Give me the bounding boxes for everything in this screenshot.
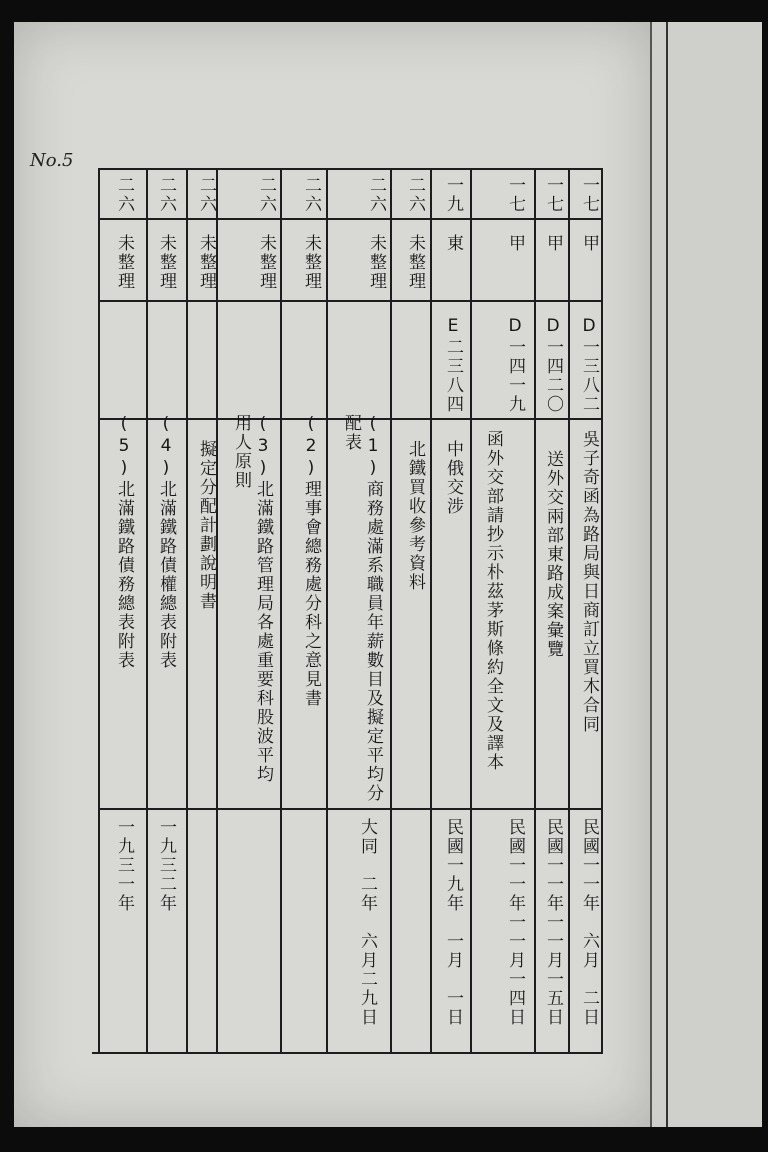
category: 未整理: [301, 234, 321, 291]
document-date: 民國一九年 一月 一日: [443, 818, 463, 1027]
row-number: 二六: [366, 176, 386, 214]
document-title: (5)北滿鐵路債務總表附表: [114, 414, 134, 670]
col-rule-3: [216, 168, 218, 1054]
col-rule-11: [601, 168, 603, 1054]
page-number: No.5: [30, 150, 74, 171]
category: 未整理: [196, 234, 216, 291]
row-rule-1: [98, 218, 603, 220]
row-rule-2: [98, 300, 603, 302]
col-rule-6: [390, 168, 392, 1054]
row-number: 二六: [156, 176, 176, 214]
archive-code: D一四一九: [505, 316, 525, 414]
document-title: 吳子奇函為路局與日商訂立買木合同: [579, 430, 599, 734]
category: 東: [443, 234, 463, 253]
document-date: 民國一一年一一月一五日: [543, 818, 563, 1027]
archive-code: D一四二〇: [543, 316, 563, 414]
category: 未整理: [114, 234, 134, 291]
document-date: 民國一一年 六月 二日: [579, 818, 599, 1027]
row-number: 一七: [579, 176, 599, 214]
category: 未整理: [405, 234, 425, 291]
document-title: 中俄交涉: [443, 440, 463, 516]
document-title: (4)北滿鐵路債權總表附表: [156, 414, 176, 670]
table-bottom-rule: [92, 1052, 603, 1054]
document-date: 一九三二年: [156, 818, 176, 913]
col-rule-9: [534, 168, 536, 1054]
archive-code: E二三八四: [443, 316, 463, 414]
category: 未整理: [256, 234, 276, 291]
document-title: (1)商務處滿系職員年薪數目及擬定平均分配表: [341, 414, 383, 803]
col-rule-0: [98, 168, 100, 1054]
document-title: 北鐵買收參考資料: [405, 440, 425, 592]
document-title: 送外交兩部東路成案彙覽: [543, 450, 563, 659]
archive-code: D一三八二: [579, 316, 599, 414]
category: 未整理: [366, 234, 386, 291]
col-rule-4: [280, 168, 282, 1054]
row-number: 二六: [256, 176, 276, 214]
col-rule-2: [186, 168, 188, 1054]
document-title: 擬定分配計劃說明書: [196, 440, 216, 611]
page-spine: [666, 22, 668, 1127]
document-date: 一九三一年: [114, 818, 134, 913]
row-number: 一九: [443, 176, 463, 214]
category: 甲: [505, 234, 525, 253]
col-rule-5: [326, 168, 328, 1054]
row-number: 一七: [543, 176, 563, 214]
document-title: 函外交部請抄示朴茲茅斯條約全文及譯本: [483, 430, 503, 772]
document-date: 民國一一年一一月一四日: [505, 818, 525, 1027]
document-date: 大同 二年 六月二九日: [357, 818, 377, 1027]
row-number: 二六: [301, 176, 321, 214]
col-rule-8: [470, 168, 472, 1054]
col-rule-10: [568, 168, 570, 1054]
table-top-rule: [98, 168, 603, 170]
row-number: 二六: [114, 176, 134, 214]
category: 甲: [579, 234, 599, 253]
col-rule-1: [146, 168, 148, 1054]
document-title: (2)理事會總務處分科之意見書: [301, 414, 321, 708]
row-number: 一七: [505, 176, 525, 214]
row-rule-4: [98, 808, 603, 810]
document-title: (3)北滿鐵路管理局各處重要科股波平均用人原則: [231, 414, 273, 784]
category: 未整理: [156, 234, 176, 291]
category: 甲: [543, 234, 563, 253]
row-number: 二六: [196, 176, 216, 214]
row-number: 二六: [405, 176, 425, 214]
col-rule-7: [430, 168, 432, 1054]
